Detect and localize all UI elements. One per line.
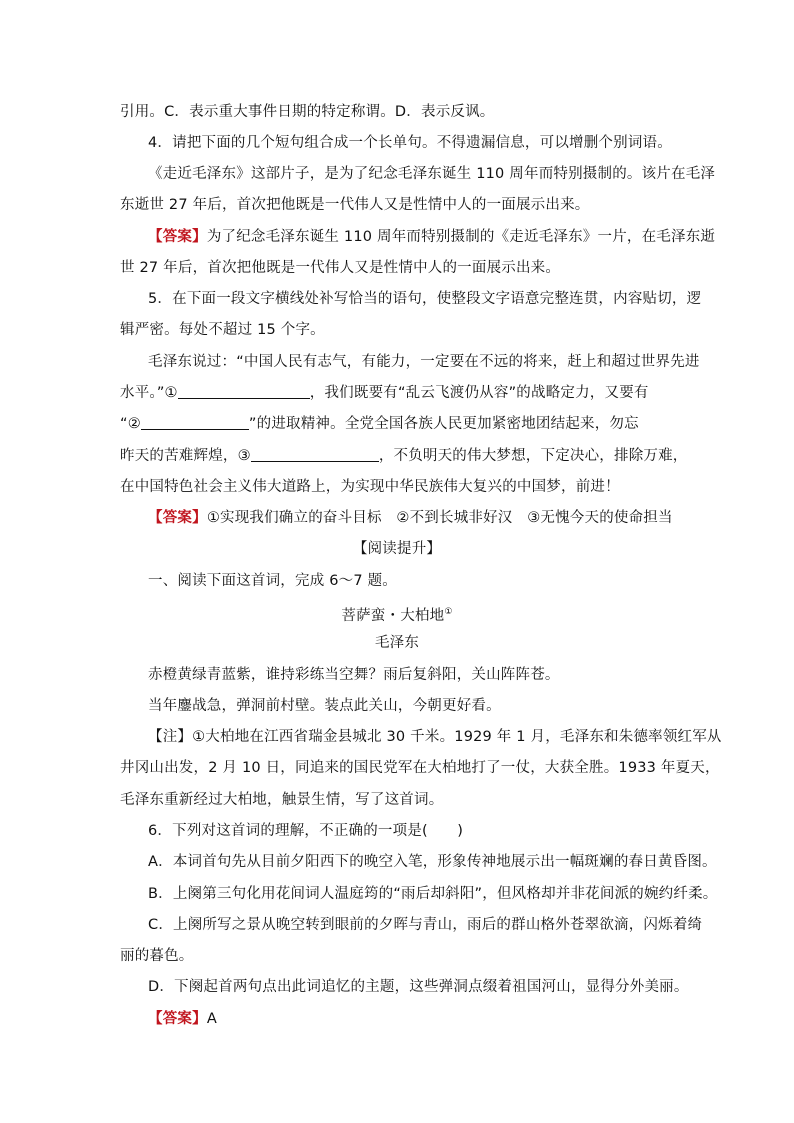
poem-line-2: 当年鏖战急，弹洞前村壁。装点此关山，今朝更好看。 xyxy=(148,698,501,714)
footnote-mark: ① xyxy=(444,607,453,617)
answer-label: 【答案】 xyxy=(148,1011,207,1027)
q5-passage-line-2 xyxy=(120,383,649,403)
q4-answer-text: 为了纪念毛泽东诞生 110 周年而特别摄制的《走近毛泽东》一片，在毛泽东逝 xyxy=(206,229,716,245)
poem-author: 毛泽东 xyxy=(374,635,420,651)
q6-answer-text: A xyxy=(206,1011,217,1027)
poem-line-1: 赤橙黄绿青蓝紫，谁持彩练当空舞？雨后复斜阳，关山阵阵苍。 xyxy=(148,667,560,683)
q6-option-c-line-1: C．上阕所写之景从晚空转到眼前的夕晖与青山，雨后的群山格外苍翠欲滴，闪烁着绮 xyxy=(148,917,703,933)
answer-label: 【答案】 xyxy=(148,510,207,526)
q5-prompt-line-1: 5．在下面一段文字横线处补写恰当的语句，使整段文字语意完整连贯，内容贴切，逻 xyxy=(148,291,702,307)
q5-passage-line-4 xyxy=(120,446,688,466)
q6-answer xyxy=(148,1009,217,1029)
q4-text-line-1: 《走近毛泽东》这部片子，是为了纪念毛泽东诞生 110 周年而特别摄制的。该片在毛泽 xyxy=(148,166,716,182)
q6-prompt: 6．下列对这首词的理解，不正确的一项是( ) xyxy=(148,823,464,839)
poem-note-line-3: 毛泽东重新经过大柏地，触景生情，写了这首词。 xyxy=(120,792,444,808)
q4-answer-line-1 xyxy=(148,227,715,247)
q5-passage-line-1: 毛泽东说过：“中国人民有志气，有能力，一定要在不远的将来，赶上和超过世界先进 xyxy=(148,354,700,370)
poem-note-line-1: 【注】①大柏地在江西省瑞金县城北 30 千米。1929 年 1 月，毛泽东和朱德率领红军从 xyxy=(148,729,722,745)
q5-passage-line-5: 在中国特色社会主义伟大道路上，为实现中华民族伟大复兴的中国梦，前进！ xyxy=(120,479,620,495)
q4-prompt: 4．请把下面的几个短句组合成一个长单句。不得遗漏信息，可以增删个别词语。 xyxy=(148,135,672,151)
q6-option-a: A．本词首句先从目前夕阳西下的晚空入笔，形象传神地展示出一幅斑斓的春日黄昏图。 xyxy=(148,854,717,870)
poem-title-text: 菩萨蛮・大柏地 xyxy=(341,608,445,624)
q5-text: 昨天的苦难辉煌，③ xyxy=(120,448,251,464)
fill-blank-3[interactable] xyxy=(251,447,379,462)
q5-text: 水平。”① xyxy=(120,385,178,401)
section-instruction: 一、阅读下面这首词，完成 6～7 题。 xyxy=(148,573,397,589)
q5-answer-text: ①实现我们确立的奋斗目标 ②不到长城非好汉 ③无愧今天的使命担当 xyxy=(206,510,673,526)
q5-text: ，不负明天的伟大梦想，下定决心，排除万难， xyxy=(378,448,688,464)
poem-title xyxy=(0,602,794,626)
q5-passage-line-3 xyxy=(120,414,639,434)
fill-blank-2[interactable] xyxy=(141,415,249,430)
poem-note-line-2: 井冈山出发，2 月 10 日，同追来的国民党军在大柏地打了一仗，大获全胜。1933 年夏天， xyxy=(120,760,720,776)
answer-label: 【答案】 xyxy=(148,229,207,245)
q5-answer xyxy=(148,508,673,528)
q6-option-d: D．下阕起首两句点出此词追忆的主题，这些弹洞点缀着祖国河山，显得分外美丽。 xyxy=(148,979,689,995)
q6-option-b: B．上阕第三句化用花间词人温庭筠的“雨后却斜阳”，但风格却并非花间派的婉约纤柔。 xyxy=(148,886,718,902)
q6-option-c-line-2: 丽的暮色。 xyxy=(120,948,194,964)
fill-blank-1[interactable] xyxy=(178,384,310,399)
q5-text: ，我们既要有“乱云飞渡仍从容”的战略定力，又要有 xyxy=(309,385,649,401)
q5-text: “② xyxy=(120,416,141,432)
q5-prompt-line-2: 辑严密。每处不超过 15 个字。 xyxy=(120,322,325,338)
q5-text: ”的进取精神。全党全国各族人民更加紧密地团结起来，勿忘 xyxy=(248,416,639,432)
q4-text-line-2: 东逝世 27 年后，首次把他既是一代伟人又是性情中人的一面展示出来。 xyxy=(120,197,590,213)
intro-line: 引用。C．表示重大事件日期的特定称谓。D．表示反讽。 xyxy=(120,104,495,120)
section-title: 【阅读提升】 xyxy=(352,541,442,557)
q4-answer-line-2: 世 27 年后，首次把他既是一代伟人又是性情中人的一面展示出来。 xyxy=(120,260,561,276)
